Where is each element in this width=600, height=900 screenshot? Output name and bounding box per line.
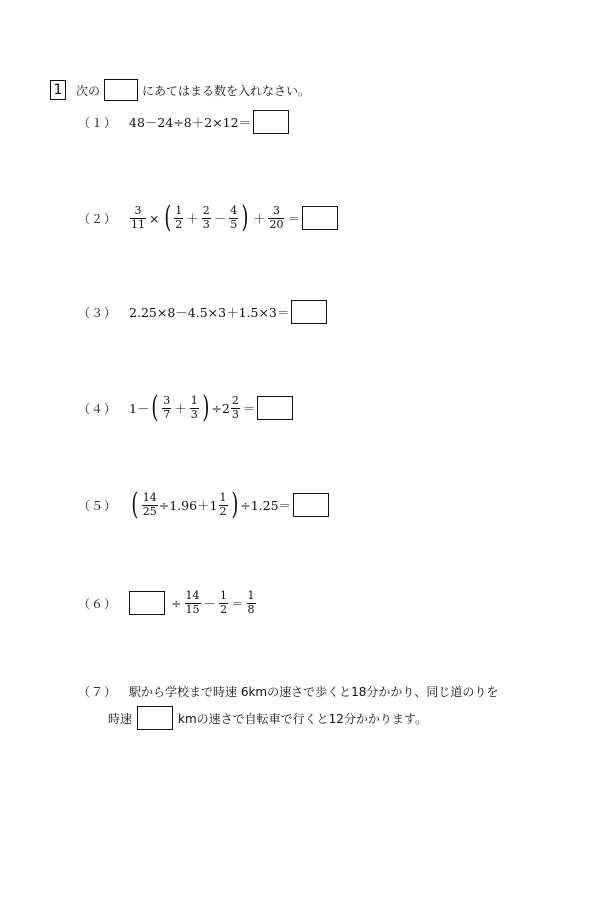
instruction-before: 次の — [76, 83, 101, 98]
problem-6 — [78, 583, 257, 623]
problem-7-text-1: 駅から学校まで時速 6kmの速さで歩くと18分かかり、同じ道のりを — [129, 684, 499, 699]
problem-6-fraction-2: $\frac{1}{2}$ — [220, 589, 228, 616]
problem-2-fraction-2: $\frac{1}{2}$ — [175, 204, 183, 231]
problem-2-label: （２） — [78, 211, 118, 226]
problem-3-answer-box[interactable] — [291, 300, 327, 324]
problem-2 — [78, 198, 338, 238]
problem-6-fraction-3: $\frac{1}{8}$ — [247, 589, 255, 616]
problem-4-answer-box[interactable] — [257, 396, 293, 420]
problem-3-expression: 2.25×8－4.5×3＋1.5×3＝ — [129, 305, 290, 320]
problem-6-fraction-1: $\frac{14}{15}$ — [185, 589, 200, 616]
problem-5-answer-box[interactable] — [293, 493, 329, 517]
problem-4-plus: ＋ — [174, 401, 187, 416]
problem-2-times: × — [149, 210, 160, 226]
problem-5-label: （５） — [78, 498, 118, 513]
problem-5-open-paren: ( — [131, 487, 139, 522]
problem-5 — [78, 485, 329, 525]
problem-4-equals: ＝ — [242, 401, 256, 416]
problem-1 — [78, 110, 289, 134]
problem-5-close-paren: ) — [230, 487, 238, 522]
problem-6-minus: － — [203, 596, 217, 611]
problem-7-text-2-before: 時速 — [108, 711, 133, 726]
problem-2-close-paren: ) — [241, 200, 249, 235]
problem-1-label: （１） — [78, 115, 118, 130]
problem-6-divide: ÷ — [171, 595, 182, 611]
problem-2-answer-box[interactable] — [302, 206, 338, 230]
problem-6-equals: ＝ — [231, 596, 244, 611]
problem-2-plus-1: ＋ — [186, 211, 199, 226]
problem-4-fraction-3: $\frac{2}{3}$ — [231, 394, 239, 421]
problem-5-tail: ÷1.25＝ — [240, 498, 292, 513]
instruction — [76, 80, 310, 100]
problem-4 — [78, 388, 293, 428]
problem-1-answer-box[interactable] — [253, 110, 289, 134]
problem-4-fraction-1: $\frac{3}{7}$ — [163, 394, 171, 421]
problem-2-fraction-3: $\frac{2}{3}$ — [202, 204, 210, 231]
problem-4-close-paren: ) — [202, 390, 210, 425]
problem-4-label: （４） — [78, 401, 118, 416]
instruction-answer-box — [104, 79, 138, 101]
problem-2-fraction-1: $\frac{3}{11}$ — [131, 204, 146, 231]
instruction-after: にあてはまる数を入れなさい。 — [142, 83, 311, 98]
problem-2-fraction-5: $\frac{3}{20}$ — [269, 204, 284, 231]
question-number: 1 — [50, 80, 66, 100]
problem-5-fraction-2: $\frac{1}{2}$ — [219, 491, 227, 518]
problem-3-label: （３） — [78, 305, 118, 320]
problem-2-fraction-4: $\frac{4}{5}$ — [230, 204, 238, 231]
problem-5-middle: ÷1.96＋1 — [158, 498, 218, 513]
problem-4-one-minus: 1－ — [129, 401, 150, 416]
problem-3 — [78, 300, 327, 324]
problem-2-equals: ＝ — [287, 211, 300, 226]
problem-6-answer-box[interactable] — [129, 591, 165, 615]
problem-1-expression: 48－24÷8＋2×12＝ — [129, 115, 252, 130]
problem-4-open-paren: ( — [151, 390, 159, 425]
problem-2-plus-2: ＋ — [252, 211, 266, 226]
problem-2-minus: － — [213, 211, 227, 226]
problem-7-line-1 — [78, 683, 498, 699]
problem-7-answer-box[interactable] — [137, 706, 173, 730]
problem-6-label: （６） — [78, 596, 118, 611]
problem-7-label: （７） — [78, 684, 118, 699]
problem-4-fraction-2: $\frac{1}{3}$ — [190, 394, 198, 421]
problem-7-text-2-after: kmの速さで自転車で行くと12分かかります。 — [178, 711, 427, 726]
problem-2-open-paren: ( — [163, 200, 171, 235]
problem-7-line-2 — [108, 706, 427, 730]
problem-5-fraction-1: $\frac{14}{25}$ — [142, 491, 157, 518]
problem-4-divide-whole: ÷2 — [211, 400, 230, 416]
